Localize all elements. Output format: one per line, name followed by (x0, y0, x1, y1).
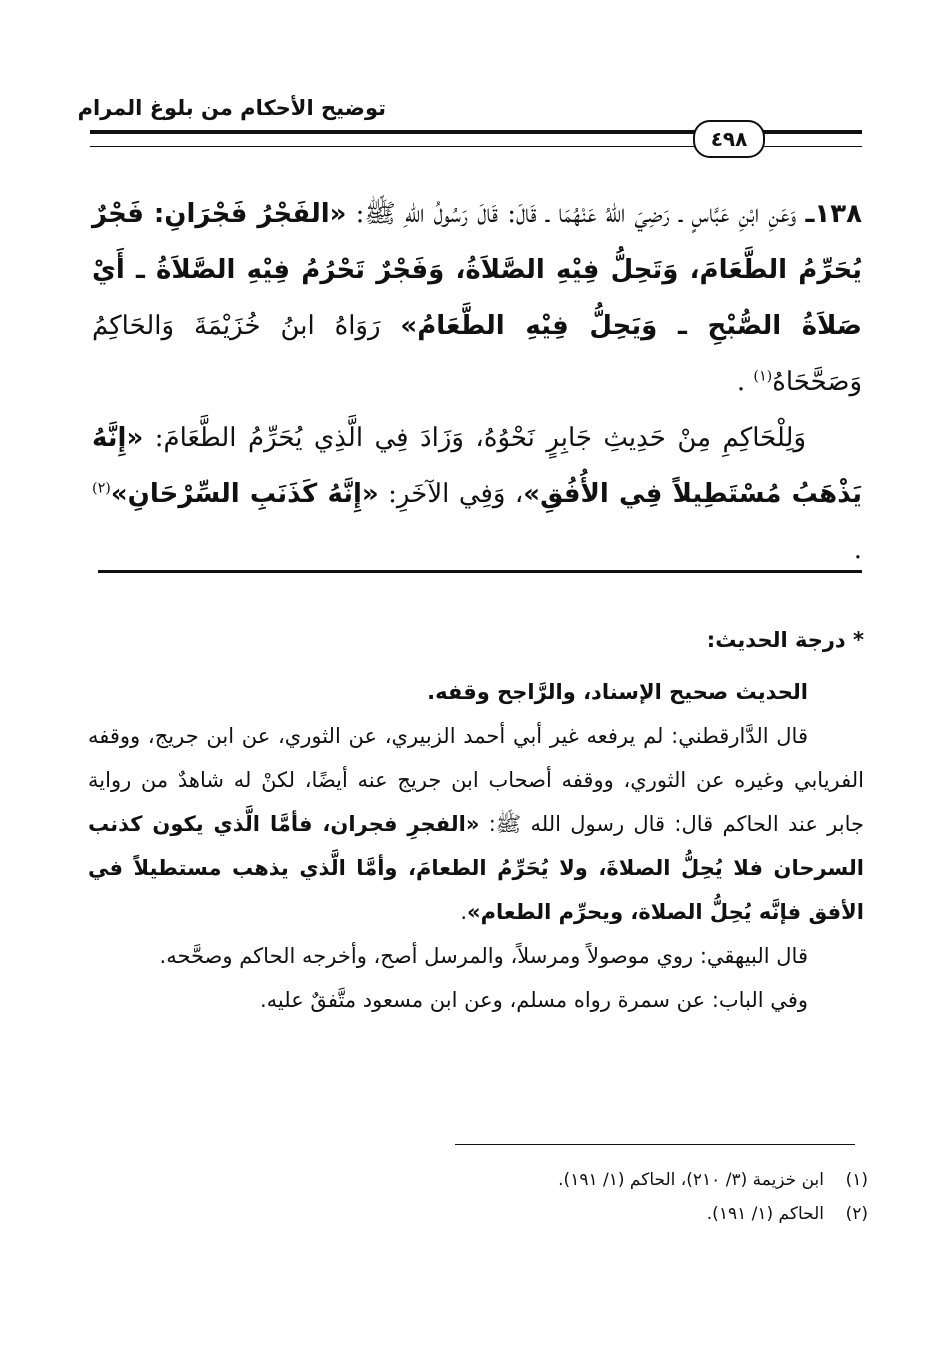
hadith-end-1: . (736, 367, 754, 397)
section-separator (98, 570, 862, 573)
commentary-p2-quote: «الفجرِ فجران، فأمَّا الَّذي يكون كذنب السرحان فلا يُحِلُّ الصلاةَ، ولا يُحَرِّمُ الطعامَ، وأمَّا الَّذي يذهب مستطيلاً في الأفق فإنَّه يُحِلُّ الصلاة، ويحرِّم الطعام» (88, 812, 864, 924)
hadith-intro: وَعَنِ ابْنِ عَبَّاسٍ ـ رَضِيَ اللهُ عَنْهُمَا ـ قَالَ: قَالَ رَسُولُ اللهِ ﷺ: (346, 199, 806, 229)
running-header-title: توضيح الأحكام من بلوغ المرام (77, 96, 386, 120)
hadith-number-dash: ـ (805, 199, 815, 229)
footnote-1 (400, 1163, 868, 1197)
page-number: ٤٩٨ (693, 120, 765, 158)
footnote-separator (455, 1144, 855, 1145)
footnote-2 (400, 1197, 868, 1231)
commentary-paragraph-3: قال البيهقي: روي موصولاً ومرسلاً، والمرسل أصح، وأخرجه الحاكم وصحَّحه. (159, 944, 808, 968)
hadith-paragraph-1 (92, 186, 862, 410)
footnote-1-mark: (١) (845, 1170, 868, 1190)
hadith-para2-mid: ، وَفِي الآخَرِ: (378, 479, 524, 509)
footnote-2-mark: (٢) (845, 1204, 868, 1224)
hadith-para2-quote-1: «إِنَّهُ يَذْهَبُ مُسْتَطِيلاً فِي الأُفُقِ» (92, 423, 862, 509)
footnote-ref-1[interactable]: (١) (753, 368, 773, 385)
footnotes (400, 1163, 868, 1231)
section-heading: * درجة الحديث: (706, 628, 864, 652)
commentary (88, 618, 864, 1022)
hadith-quote: «الفَجْرُ فَجْرَانِ: فَجْرٌ يُحَرِّمُ الطَّعَامَ، وَتَحِلُّ فِيْهِ الصَّلاَةُ، وَفَجْرٌ تَحْرُمُ فِيْهِ الصَّلاَةُ ـ أَيْ صَلاَةُ الصُّبْحِ ـ وَيَحِلُّ فِيْهِ الطَّعَامُ» (92, 199, 862, 341)
hadith-para2-intro: وَلِلْحَاكِمِ مِنْ حَدِيثِ جَابِرٍ نَحْوُهُ، وَزَادَ فِي الَّذِي يُحَرِّمُ الطَّعَامَ: (143, 423, 806, 453)
footnote-ref-2[interactable]: (٢) (92, 480, 111, 497)
hadith-para2-quote-2: «إِنَّهُ كَذَنَبِ السِّرْحَانِ» (110, 479, 379, 509)
hadith-paragraph-2 (92, 410, 862, 578)
commentary-p2-end: . (460, 900, 468, 924)
commentary-paragraph-4: وفي الباب: عن سمرة رواه مسلم، وعن ابن مسعود متَّفقٌ عليه. (259, 988, 808, 1012)
commentary-p1: الحديث صحيح الإسناد، والرَّاجح وقفه. (427, 680, 808, 704)
hadith-end-2: . (853, 535, 862, 565)
hadith-text (92, 186, 862, 578)
footnote-1-text: ابن خزيمة (٣/ ٢١٠)، الحاكم (١/ ١٩١). (558, 1170, 824, 1190)
commentary-paragraph-1 (88, 670, 864, 714)
commentary-p2: قال الدَّارقطني: لم يرفعه غير أبي أحمد الزبيري، عن الثوري، عن ابن جريج، ووقفه الفريابي وغيره عن الثوري، ووقفه أصحاب ابن جريج عنه أيضًا، لكنْ له شاهدٌ من رواية جابر عند الحاكم قال: قال رسول الله ﷺ: (88, 724, 864, 836)
commentary-paragraph-2 (88, 714, 864, 934)
footnote-2-text: الحاكم (١/ ١٩١). (706, 1204, 824, 1224)
hadith-number: ١٣٨ (814, 199, 862, 229)
hadith-narration: رَوَاهُ ابنُ خُزَيْمَةَ وَالحَاكِمُ وَصَحَّحَاهُ (92, 311, 862, 397)
